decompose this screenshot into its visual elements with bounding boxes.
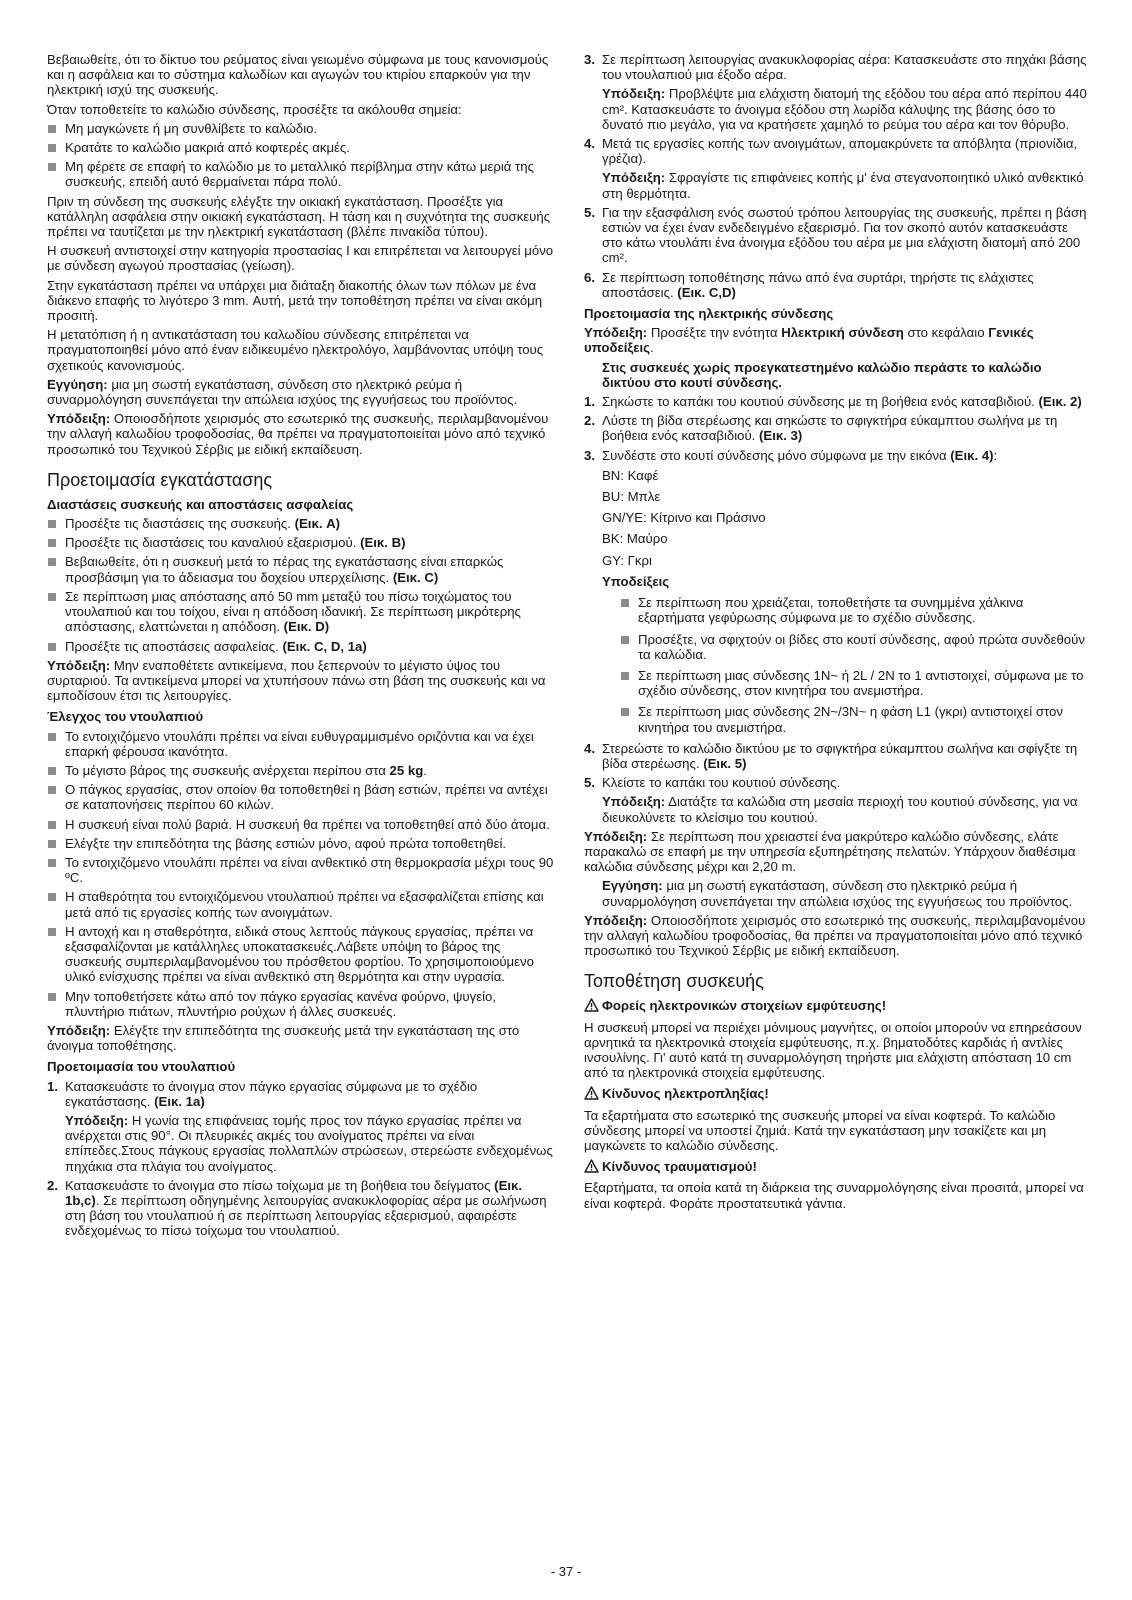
step-item <box>584 394 1090 409</box>
bold-instruction: Στις συσκευές χωρίς προεγκατεστημένο καλώδιο περάστε το καλώδιο δικτύου στο κουτί σύνδεσης. <box>602 359 1042 390</box>
warning-heading <box>584 998 1090 1015</box>
figure-ref: (Εικ. C) <box>392 569 439 585</box>
text: . <box>650 340 654 356</box>
hint-note <box>602 86 1090 132</box>
warning-heading <box>584 1159 1090 1176</box>
list-item <box>47 763 557 778</box>
chapter-ref: Γενικές υποδείξεις <box>584 325 1034 356</box>
warning-title: Φορείς ηλεκτρονικών στοιχείων εμφύτευσης! <box>602 998 887 1014</box>
hints-list <box>620 595 1090 735</box>
text: Η γωνία της επιφάνειας τομής προς τον πάγκο εργασίας πρέπει να ανέρχεται στις 90°. Οι πλευρικές ακμές του ανοίγματος πρέπει να είναι επίπεδες.Στους πάγκους εργασίας πολλαπλών στρώσεων, στερεώστε ενδεχομένως πηχάκια στα πλάγια του ανοίγματος. <box>65 1112 553 1174</box>
wire-green-yellow: GN/YE: Κίτρινο και Πράσινο <box>602 510 766 526</box>
warning-title: Κίνδυνος ηλεκτροπληξίας! <box>602 1086 769 1102</box>
text: μια μη σωστή εγκατάσταση, σύνδεση στο ηλεκτρικό ρεύμα ή συναρμολόγηση συνεπάγεται την απώλεια ισχύος της εγγυήσεως του προϊόντος. <box>47 376 518 408</box>
hint-note <box>602 794 1090 824</box>
step-item <box>584 413 1090 443</box>
warning-heading <box>584 1086 1090 1103</box>
weight-value: 25 kg <box>389 762 424 778</box>
paragraph: Η μετατόπιση ή η αντικατάσταση του καλωδίου σύνδεσης επιτρέπεται να πραγματοποιηθεί μόνο από έναν ειδικευμένο ηλεκτρολόγο, λαμβάνοντας υπόψη τους σχετικούς κανονισμούς. <box>47 327 544 373</box>
wire-grey: GY: Γκρι <box>602 552 652 568</box>
step-number: 5. <box>584 775 595 791</box>
figure-ref: (Εικ. A) <box>294 516 341 532</box>
wire-brown: BN: Καφέ <box>602 467 659 483</box>
list-item <box>47 516 557 531</box>
step-number: 1. <box>584 394 595 410</box>
list-item <box>47 639 557 654</box>
text: Διατάξτε τα καλώδια στη μεσαία περιοχή του κουτιού σύνδεσης, για να διευκολύνετε το κλείσιμο του κουτιού. <box>602 794 1078 825</box>
text: Στερεώστε το καλώδιο δικτύου με το σφιγκτήρα εύκαμπτου σωλήνα και σφίγξτε τη βίδα στερέωσης. <box>602 740 1078 771</box>
warning-title: Κίνδυνος τραυματισμού! <box>602 1159 757 1175</box>
figure-ref: (Εικ. D) <box>283 619 330 635</box>
text: Λύστε τη βίδα στερέωσης και σηκώστε το σφιγκτήρα εύκαμπτου σωλήνα με τη βοήθεια ενός κατσαβιδιού. <box>602 413 1058 444</box>
step-number: 2. <box>47 1177 58 1193</box>
text: Κλείστε το καπάκι του κουτιού σύνδεσης. <box>602 775 841 791</box>
step-item <box>47 1178 557 1239</box>
step-number: 5. <box>584 204 595 220</box>
label: Υπόδειξη: <box>602 170 666 186</box>
label: Υπόδειξη: <box>584 912 648 928</box>
figure-ref: (Εικ. C, D, 1a) <box>282 638 367 654</box>
step-item <box>584 136 1090 201</box>
list-item: Μη μαγκώνετε ή μη συνθλίβετε το καλώδιο. <box>47 121 557 136</box>
list-item: Μην τοποθετήσετε κάτω από τον πάγκο εργασίας κανένα φούρνο, ψυγείο, πλυντήριο πιάτων, πλυντήριο ρούχων ή άλλες συσκευές. <box>47 989 557 1019</box>
subsection-heading: Έλεγχος του ντουλαπιού <box>47 709 204 725</box>
wire-black: BK: Μαύρο <box>602 531 668 547</box>
list-item <box>47 589 557 635</box>
figure-ref: (Εικ. 3) <box>759 428 803 444</box>
step-item <box>584 205 1090 266</box>
hint-note <box>47 658 557 704</box>
text: Προσέξτε τις διαστάσεις του καναλιού εξαερισμού. <box>65 535 361 551</box>
figure-ref: (Εικ. 1b,c) <box>65 1177 523 1208</box>
paragraph: Πριν τη σύνδεση της συσκευής ελέγξτε την οικιακή εγκατάσταση. Προσέξτε για κατάλληλη ασφάλεια στην οικιακή εγκατάσταση. Η τάση και η συχνότητα της συσκευής πρέπει να ταυτίζεται με την ηλεκτρική εγκατάσταση (βλέπε πινακίδα τύπου). <box>47 193 551 240</box>
text: Μην εναποθέτετε αντικείμενα, που ξεπερνούν το μέγιστο ύψος του συρταριού. Τα αντικείμενα μπορεί να χτυπήσουν πάνω στη βάση της συσκευής και να εμποδίσουν έτσι τις λειτουργίες. <box>47 657 546 704</box>
list-item: Το εντοιχιζόμενο ντουλάπι πρέπει να είναι ανθεκτικό στη θερμοκρασία μέχρι τους 90 ºC. <box>47 855 557 885</box>
step-item <box>584 775 1090 825</box>
step-number: 2. <box>584 413 595 429</box>
text: . Σε περίπτωση οδηγημένης λειτουργίας ανακυκλοφορίας αέρα με σωλήνωση στη βάση του ντουλαπιού ή σε περίπτωση λειτουργίας εξαερισμού, αφαιρέστε ενδεχομένως το πίσω τοίχωμα του ντουλαπιού. <box>65 1193 547 1239</box>
text: . <box>423 762 427 778</box>
text: Το μέγιστο βάρος της συσκευής ανέρχεται περίπου στα <box>65 762 390 778</box>
text: Σε περίπτωση λειτουργίας ανακυκλοφορίας αέρα: Κατασκευάστε στο πηχάκι βάσης του ντουλαπιού μια έξοδο αέρα. <box>602 52 1087 83</box>
figure-ref: (Εικ. B) <box>360 535 406 551</box>
text: Ελέγξτε την επιπεδότητα της συσκευής μετά την εγκατάσταση της στο άνοιγμα τοποθέτησης. <box>47 1022 520 1054</box>
section-heading: Τοποθέτηση συσκευής <box>584 971 764 992</box>
label: Εγγύηση: <box>602 878 663 894</box>
list-item: Η συσκευή είναι πολύ βαριά. Η συσκευή θα πρέπει να τοποθετηθεί από δύο άτομα. <box>47 817 557 832</box>
step-number: 4. <box>584 740 595 756</box>
label: Υπόδειξη: <box>584 325 648 341</box>
figure-ref: (Εικ. 1a) <box>154 1093 205 1109</box>
warranty-note <box>47 377 557 407</box>
hint-note <box>602 170 1090 200</box>
left-column <box>47 52 557 1243</box>
label: Υπόδειξη: <box>47 1022 111 1038</box>
subsection-heading: Προετοιμασία του ντουλαπιού <box>47 1059 236 1075</box>
step-item <box>47 1079 557 1174</box>
warning-triangle-icon <box>584 1086 599 1103</box>
hints-heading: Υποδείξεις <box>602 573 670 589</box>
text: Οποιοσδήποτε χειρισμός στο εσωτερικό της συσκευής, περιλαμβανομένου την αλλαγή καλωδίου τροφοδοσίας, θα πρέπει να πραγματοποιείται μόνο από τεχνικό προσωπικό του Τεχνικού Σέρβις με ειδική εκπαίδευση. <box>47 411 549 457</box>
figure-ref: (Εικ. 2) <box>1038 394 1082 410</box>
step-number: 6. <box>584 269 595 285</box>
text: στο κεφάλαιο <box>903 325 989 341</box>
text: Συνδέστε στο κουτί σύνδεσης μόνο σύμφωνα με την εικόνα <box>602 447 951 463</box>
paragraph: Όταν τοποθετείτε το καλώδιο σύνδεσης, προσέξτε τα ακόλουθα σημεία: <box>47 101 462 117</box>
list-item: Σε περίπτωση μιας σύνδεσης 2N~/3N~ η φάση L1 (γκρι) αντιστοιχεί στον κινητήρα του ανεμιστήρα. <box>620 704 1090 734</box>
hint-note <box>584 829 1090 875</box>
subsection-heading: Διαστάσεις συσκευής και αποστάσεις ασφαλείας <box>47 496 354 512</box>
text: Βεβαιωθείτε, ότι η συσκευή μετά το πέρας της εγκατάστασης είναι επαρκώς προσβάσιμη για το άδειασμα του δοχείου υπερχείλισης. <box>65 554 504 585</box>
text: : <box>993 447 998 463</box>
wire-blue: BU: Μπλε <box>602 489 661 505</box>
list-item <box>47 535 557 550</box>
warning-triangle-icon <box>584 998 599 1015</box>
text: Σε περίπτωση τοποθέτησης πάνω από ένα συρτάρι, τηρήστε τις ελάχιστες αποστάσεις. <box>602 269 1034 300</box>
paragraph: Η συσκευή αντιστοιχεί στην κατηγορία προστασίας I και επιτρέπεται να λειτουργεί μόνο με σύνδεση αγωγού προστασίας (γείωση). <box>47 243 554 274</box>
label: Υπόδειξη: <box>65 1112 129 1128</box>
text: Προβλέψτε μια ελάχιστη διατομή της εξόδου του αέρα από περίπου 440 cm². Κατασκευάστε το άνοιγμα εξόδου στη λωρίδα κάλυψης της βάσης όσο το δυνατό πιο μεγάλο, για να κρατήσετε χαμηλό το ρεύμα του αέρα και τον θόρυβο. <box>602 86 1087 132</box>
text: Κατασκευάστε το άνοιγμα στο πίσω τοίχωμα με τη βοήθεια του δείγματος <box>65 1177 495 1193</box>
figure-ref: (Εικ. 4) <box>950 447 994 463</box>
list-item: Το εντοιχιζόμενο ντουλάπι πρέπει να είναι ευθυγραμμισμένο οριζόντια και να έχει επαρκή φέρουσα ικανότητα. <box>47 729 557 759</box>
text: μια μη σωστή εγκατάσταση, σύνδεση στο ηλεκτρικό ρεύμα ή συναρμολόγηση συνεπάγεται την απώλεια ισχύος της εγγυήσεως του προϊόντος. <box>602 878 1073 909</box>
warranty-note <box>584 878 1090 908</box>
section-ref: Ηλεκτρική σύνδεση <box>781 325 904 341</box>
text: Οποιοσδήποτε χειρισμός στο εσωτερικό της συσκευής, περιλαμβανομένου την αλλαγή καλωδίου τροφοδοσίας, θα πρέπει να πραγματοποιείται μόνο από τεχνικό προσωπικό του Τεχνικού Σέρβις με ειδική εκπαίδευση. <box>584 912 1086 959</box>
text: Προσέξτε τις αποστάσεις ασφαλείας. <box>65 638 283 654</box>
hint-note <box>65 1113 557 1174</box>
list-item: Η σταθερότητα του εντοιχιζόμενου ντουλαπιού πρέπει να εξασφαλίζεται επίσης και μετά από τις εργασίες κοπής των ανοιγμάτων. <box>47 889 557 919</box>
section-heading: Προετοιμασία εγκατάστασης <box>47 469 273 490</box>
text: Σηκώστε το καπάκι του κουτιού σύνδεσης με τη βοήθεια ενός κατσαβιδιού. <box>602 394 1039 410</box>
list-item: Σε περίπτωση που χρειάζεται, τοποθετήστε τα συνημμένα χάλκινα εξαρτήματα γεφύρωσης σύμφωνα με το σχέδιο σύνδεσης. <box>620 595 1090 625</box>
list-item: Η αντοχή και η σταθερότητα, ειδικά στους λεπτούς πάγκους εργασίας, πρέπει να εξασφαλίζονται με κατάλληλες υποκατασκευές.Λάβετε υπόψη το βάρος της συσκευής συμπεριλαμβανομένου του πρόσθετου φορτίου. Το χρησιμοποιούμενο υλικό ενίσχυσης πρέπει να είναι ανθεκτικό στη θερμότητα και στην υγρασία. <box>47 924 557 985</box>
text: Προσέξτε την ενότητα <box>647 325 782 341</box>
warning-text: Η συσκευή μπορεί να περιέχει μόνιμους μαγνήτες, οι οποίοι μπορούν να επηρεάσουν αρνητικά τα ηλεκτρονικά στοιχεία εμφύτευσης, π.χ. βηματοδότες καρδιάς ή αντλίες ινσουλίνης. Γι' αυτό κατά τη συναρμολόγηση τηρήστε μια ελάχιστη απόσταση 10 cm από τα ηλεκτρονικά στοιχεία εμφύτευσης. <box>584 1019 1082 1081</box>
warning-text: Εξαρτήματα, τα οποία κατά τη διάρκεια της συναρμολόγησης είναι προσιτά, μπορεί να είναι κοφτερά. Φοράτε προστατευτικά γάντια. <box>584 1180 1084 1211</box>
figure-ref: (Εικ. C,D) <box>677 284 736 300</box>
list-item <box>47 554 557 584</box>
text: Σε περίπτωση που χρειαστεί ένα μακρύτερο καλώδιο σύνδεσης, ελάτε παρακαλώ σε επαφή με την υπηρεσία εξυπηρέτησης πελατών. Υπάρχουν διαθέσιμα καλώδια σύνδεσης μέχρι και 2,20 m. <box>584 828 1076 875</box>
step-item <box>584 448 1090 735</box>
paragraph: Στην εγκατάσταση πρέπει να υπάρχει μια διάταξη διακοπής όλων των πόλων με ένα διάκενο επαφής το λιγότερο 3 mm. Αυτή, μετά την τοποθέτηση πρέπει να είναι ακόμη προσιτή. <box>47 277 543 324</box>
list-item: Ο πάγκος εργασίας, στον οποίον θα τοποθετηθεί η βάση εστιών, πρέπει να αντέχει σε καταπονήσεις περίπου 60 κιλών. <box>47 782 557 812</box>
label: Υπόδειξη: <box>47 411 111 427</box>
hint-note <box>584 913 1090 959</box>
warning-triangle-icon <box>584 1159 599 1176</box>
text: Σφραγίστε τις επιφάνειες κοπής μ' ένα στεγανοποιητικό υλικό ανθεκτικό στη θερμότητα. <box>602 170 1084 201</box>
text: Μετά τις εργασίες κοπής των ανοιγμάτων, απομακρύνετε τα απόβλητα (πριονίδια, γρέζια). <box>602 136 1078 167</box>
step-number: 3. <box>584 52 595 67</box>
label: Υπόδειξη: <box>602 794 666 810</box>
hint-note <box>584 325 1090 355</box>
text: Κατασκευάστε το άνοιγμα στον πάγκο εργασίας σύμφωνα με το σχέδιο εγκατάστασης. <box>65 1078 478 1109</box>
step-number: 1. <box>47 1078 58 1094</box>
text: Για την εξασφάλιση ενός σωστού τρόπου λειτουργίας της συσκευής, πρέπει η βάση εστιών να έχει έναν ενδεδειγμένο εξαερισμό. Για τον σκοπό αυτόν κατασκευάστε στο κάτω ντουλάπι ένα άνοιγμα εξόδου του αέρα με μια ελάχιστη διατομή από 200 cm². <box>602 204 1087 266</box>
hint-note <box>47 411 557 457</box>
step-item <box>584 52 1090 132</box>
list-item: Κρατάτε το καλώδιο μακριά από κοφτερές ακμές. <box>47 140 557 155</box>
step-item <box>584 741 1090 771</box>
subsection-heading: Προετοιμασία της ηλεκτρικής σύνδεσης <box>584 306 834 322</box>
list-item: Μη φέρετε σε επαφή το καλώδιο με το μεταλλικό περίβλημα στην κάτω μεριά της συσκευής, επειδή αυτό θερμαίνεται πάρα πολύ. <box>47 159 557 189</box>
right-column <box>584 52 1090 1215</box>
label: Υπόδειξη: <box>47 657 111 673</box>
list-item: Προσέξτε, να σφιχτούν οι βίδες στο κουτί σύνδεσης, αφού πρώτα συνδεθούν τα καλώδια. <box>620 632 1090 662</box>
figure-ref: (Εικ. 5) <box>703 755 747 771</box>
page-number: - 37 - <box>550 1564 582 1579</box>
step-item <box>584 270 1090 300</box>
label: Υπόδειξη: <box>602 86 666 102</box>
warning-text: Τα εξαρτήματα στο εσωτερικό της συσκευής μπορεί να είναι κοφτερά. Το καλώδιο σύνδεσης μπορεί να υποστεί ζημιά. Κατά την εγκατάσταση μην τσακίζετε και μη μαγκώνετε το καλώδιο σύνδεσης. <box>584 1107 1056 1153</box>
step-number: 3. <box>584 447 595 463</box>
list-item: Ελέγξτε την επιπεδότητα της βάσης εστιών μόνο, αφού πρώτα τοποθετηθεί. <box>47 836 557 851</box>
hint-note <box>47 1023 557 1053</box>
step-number: 4. <box>584 136 595 152</box>
text: Σε περίπτωση μιας απόστασης από 50 mm μεταξύ του πίσω τοιχώματος του ντουλαπιού και του τοίχου, είναι η απόδοση ιδανική. Σε περίπτωση μικρότερης απόστασης, ελαττώνεται η απόδοση. <box>65 588 521 635</box>
wire-legend <box>602 468 1090 568</box>
list-item: Σε περίπτωση μιας σύνδεσης 1N~ ή 2L / 2N το 1 αντιστοιχεί, σύμφωνα με το σχέδιο σύνδεσης, στον κινητήρα του ανεμιστήρα. <box>620 668 1090 698</box>
label: Εγγύηση: <box>47 376 108 392</box>
paragraph: Βεβαιωθείτε, ότι το δίκτυο του ρεύματος είναι γειωμένο σύμφωνα με τους κανονισμούς και η ασφάλεια και το σύστημα καλωδίων και αγωγών του κτιρίου επαρκούν για την ηλεκτρική ισχύ της συσκευής. <box>47 52 549 98</box>
text: Προσέξτε τις διαστάσεις της συσκευής. <box>65 516 295 532</box>
label: Υπόδειξη: <box>584 828 648 844</box>
